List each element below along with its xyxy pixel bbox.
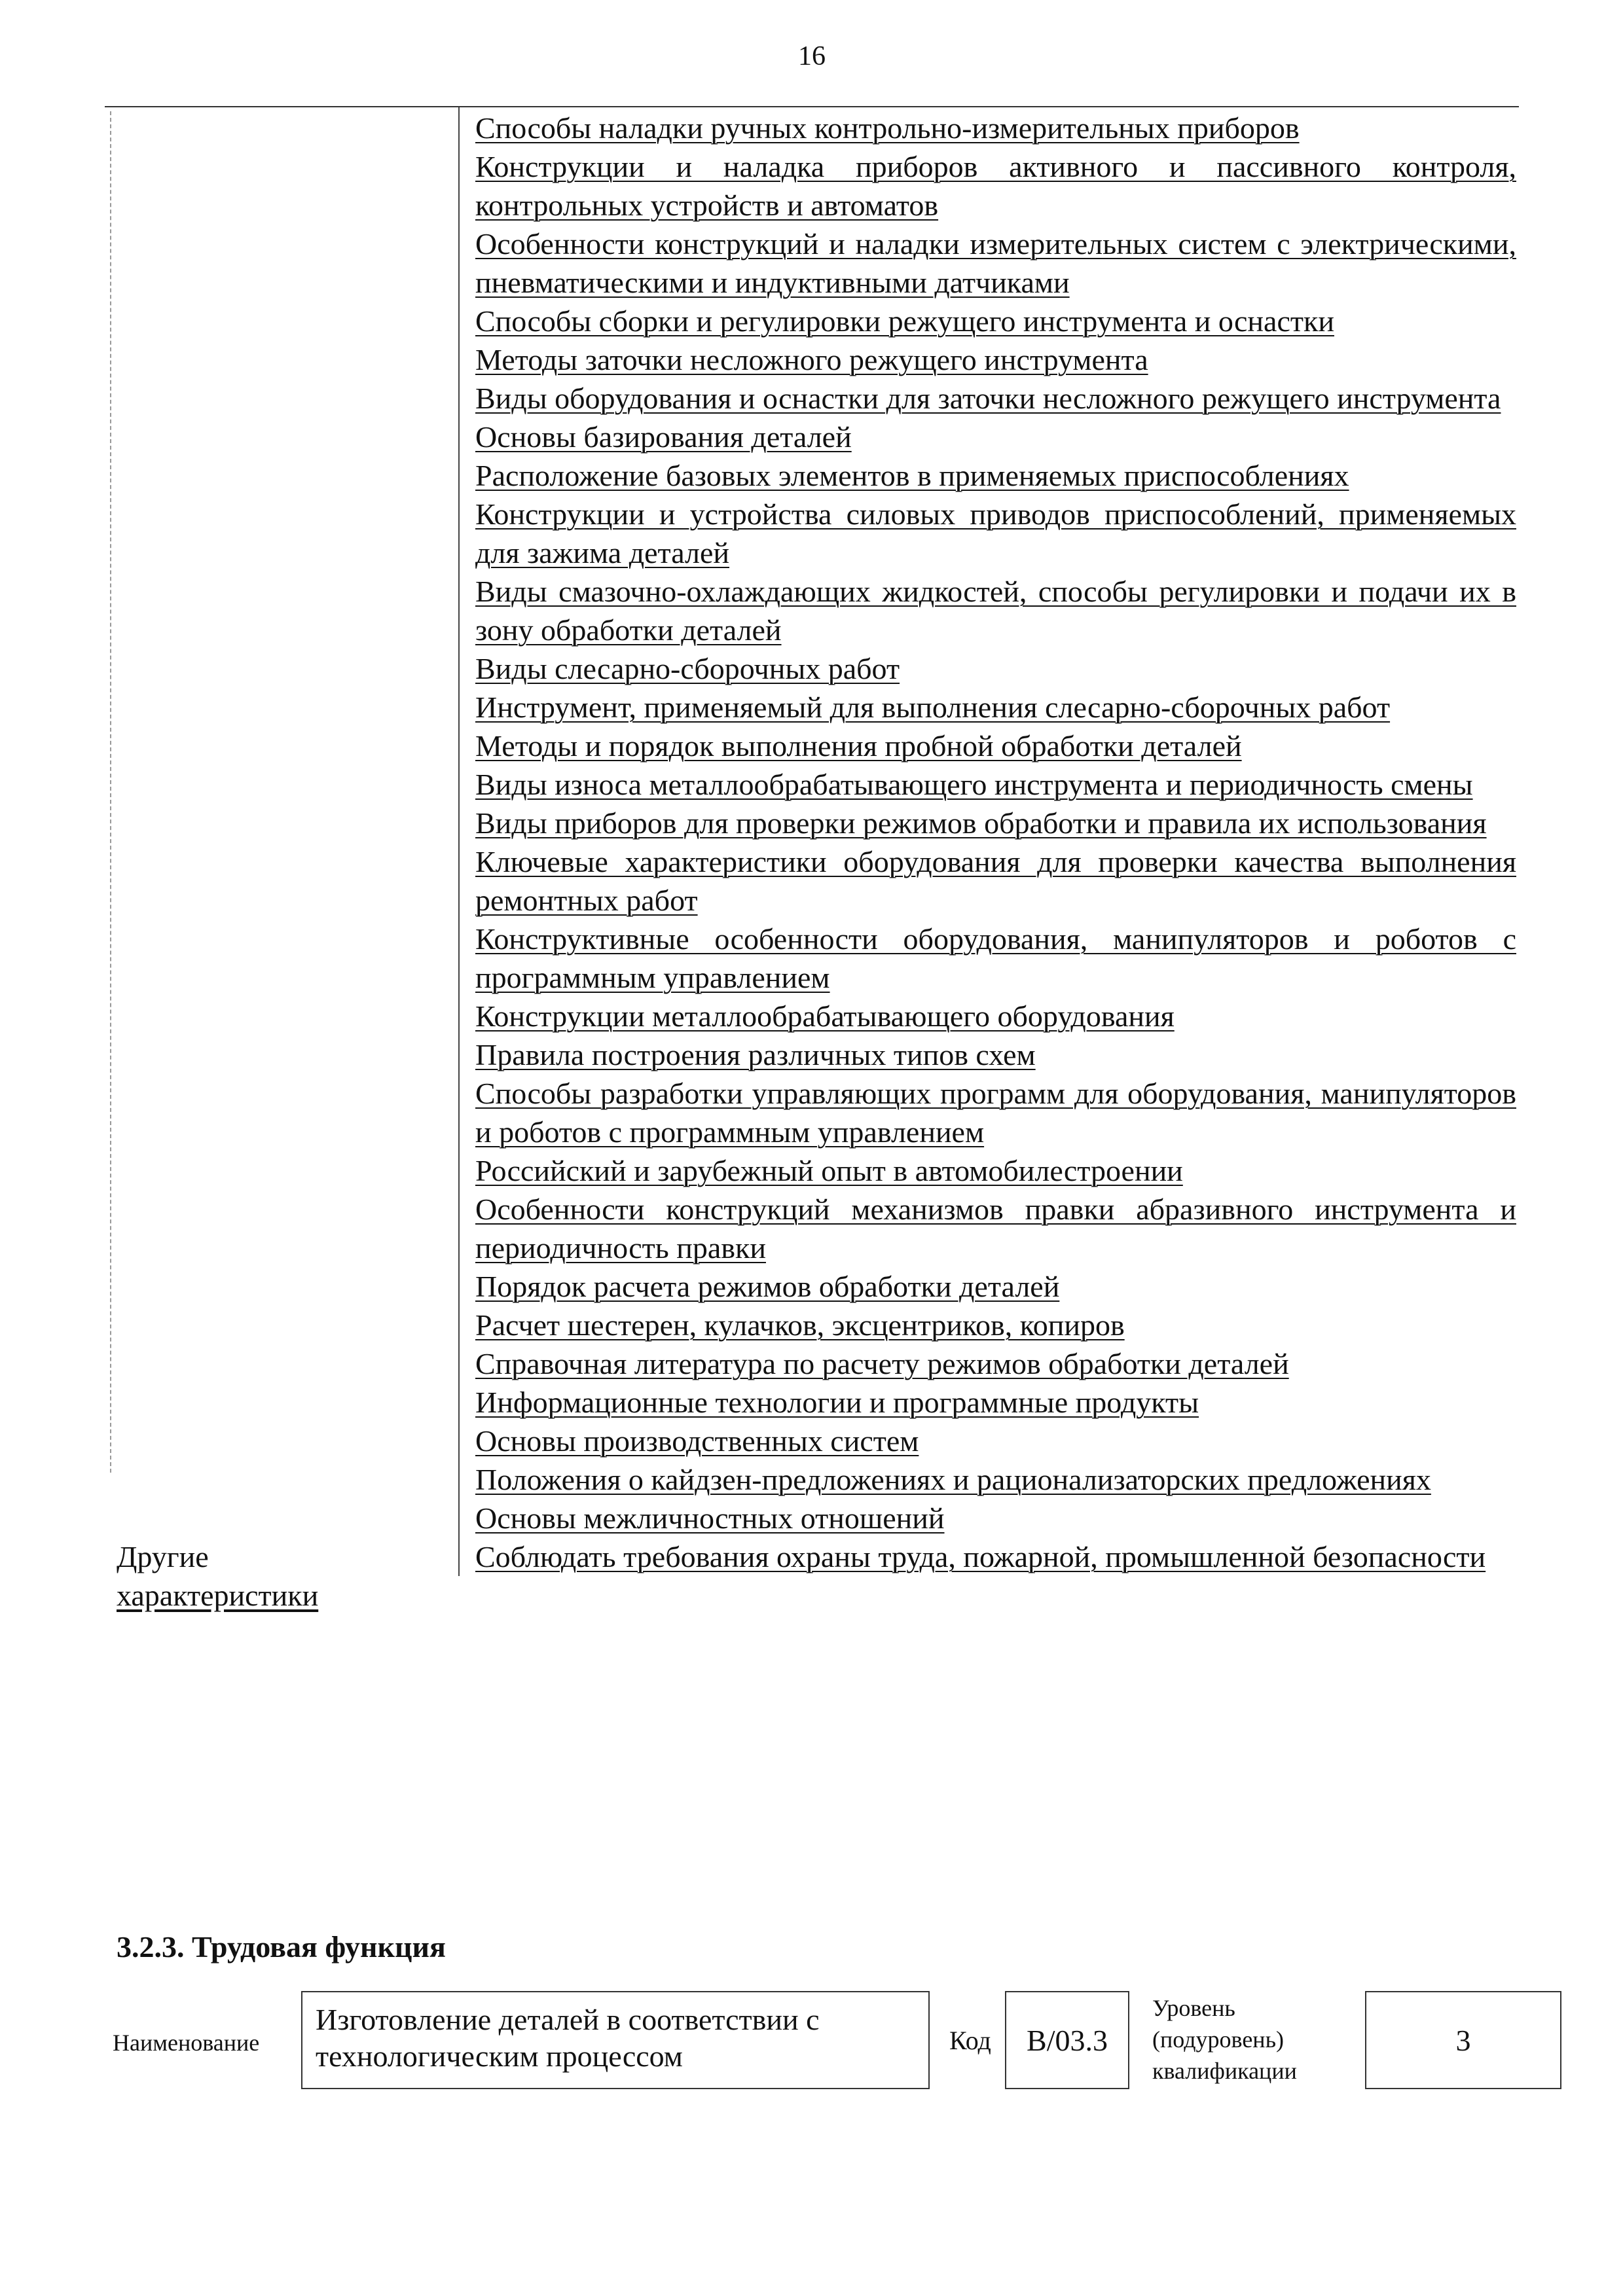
other-characteristics-row — [105, 1537, 1519, 1615]
knowledge-items — [458, 107, 1519, 1537]
qualification-level: 3 — [1455, 2023, 1471, 2057]
requirement-item: Способы сборки и регулировки режущего инструмента и оснастки — [475, 304, 1334, 338]
requirement-item: Основы базирования деталей — [475, 420, 852, 454]
labor-function-name: Изготовление деталей в соответствии с технологическим процессом — [316, 2003, 820, 2073]
requirement-item: Виды приборов для проверки режимов обработки и правила их использования — [475, 806, 1487, 840]
name-box — [301, 1991, 930, 2089]
requirement-item: Основы межличностных отношений — [475, 1501, 945, 1535]
knowledge-row — [105, 107, 1519, 1537]
requirement-item: Информационные технологии и программные продукты — [475, 1386, 1199, 1419]
requirement-item: Правила построения различных типов схем — [475, 1038, 1036, 1071]
requirement-item: Особенности конструкций и наладки измерительных систем с электрическими, пневматическими и индуктивными датчиками — [475, 227, 1516, 299]
requirement-item: Российский и зарубежный опыт в автомобилестроении — [475, 1154, 1183, 1187]
level-label-line3: квалификации — [1152, 2058, 1297, 2084]
level-label-line1: Уровень — [1152, 1995, 1235, 2021]
other-label-line2: характеристики — [117, 1579, 319, 1612]
code-label: Код — [949, 2026, 991, 2055]
other-label-line1: Другие — [117, 1540, 209, 1573]
requirements-table — [105, 106, 1519, 1615]
other-characteristics-items — [458, 1537, 1519, 1576]
requirement-item: Виды слесарно-сборочных работ — [475, 652, 900, 685]
other-characteristics-text: Соблюдать требования охраны труда, пожарной, промышленной безопасности — [475, 1540, 1486, 1573]
requirement-item: Порядок расчета режимов обработки деталей — [475, 1270, 1060, 1303]
requirement-item: Инструмент, применяемый для выполнения слесарно-сборочных работ — [475, 691, 1391, 724]
requirement-item: Способы наладки ручных контрольно-измерительных приборов — [475, 111, 1300, 145]
other-characteristics-label — [105, 1537, 458, 1615]
requirement-item: Расположение базовых элементов в применяемых приспособлениях — [475, 459, 1349, 492]
section-title: 3.2.3. Трудовая функция — [117, 1930, 446, 1964]
requirement-item: Основы производственных систем — [475, 1424, 919, 1458]
requirement-item: Виды износа металлообрабатывающего инструмента и периодичность смены — [475, 768, 1473, 801]
requirement-item: Ключевые характеристики оборудования для проверки качества выполнения ремонтных работ — [475, 845, 1516, 917]
level-box — [1365, 1991, 1561, 2089]
level-label-line2: (подуровень) — [1152, 2026, 1284, 2053]
requirement-item: Способы разработки управляющих программ для оборудования, манипуляторов и роботов с программным управлением — [475, 1077, 1516, 1149]
labor-function-code: B/03.3 — [1027, 2023, 1108, 2057]
requirement-item: Особенности конструкций механизмов правки абразивного инструмента и периодичность правки — [475, 1193, 1516, 1265]
level-label — [1152, 1992, 1349, 2087]
labor-function-bar — [105, 1991, 1532, 2089]
requirement-item: Расчет шестерен, кулачков, эксцентриков, копиров — [475, 1308, 1125, 1342]
code-box — [1005, 1991, 1129, 2089]
requirement-item: Справочная литература по расчету режимов обработки деталей — [475, 1347, 1289, 1380]
requirement-item: Конструктивные особенности оборудования, манипуляторов и роботов с программным управлением — [475, 922, 1516, 994]
requirement-item: Конструкции и устройства силовых приводов приспособлений, применяемых для зажима деталей — [475, 497, 1516, 569]
requirement-item: Методы заточки несложного режущего инструмента — [475, 343, 1148, 376]
page-number: 16 — [798, 41, 826, 71]
requirement-item: Методы и порядок выполнения пробной обработки деталей — [475, 729, 1242, 762]
requirement-item: Конструкции и наладка приборов активного и пассивного контроля, контрольных устройств и автоматов — [475, 150, 1516, 222]
requirement-item: Положения о кайдзен-предложениях и рационализаторских предложениях — [475, 1463, 1431, 1496]
requirement-item: Конструкции металлообрабатывающего оборудования — [475, 999, 1175, 1033]
requirement-item: Виды оборудования и оснастки для заточки несложного режущего инструмента — [475, 382, 1501, 415]
requirement-item: Виды смазочно-охлаждающих жидкостей, способы регулировки и подачи их в зону обработки деталей — [475, 575, 1516, 647]
name-label: Наименование — [113, 2030, 260, 2056]
